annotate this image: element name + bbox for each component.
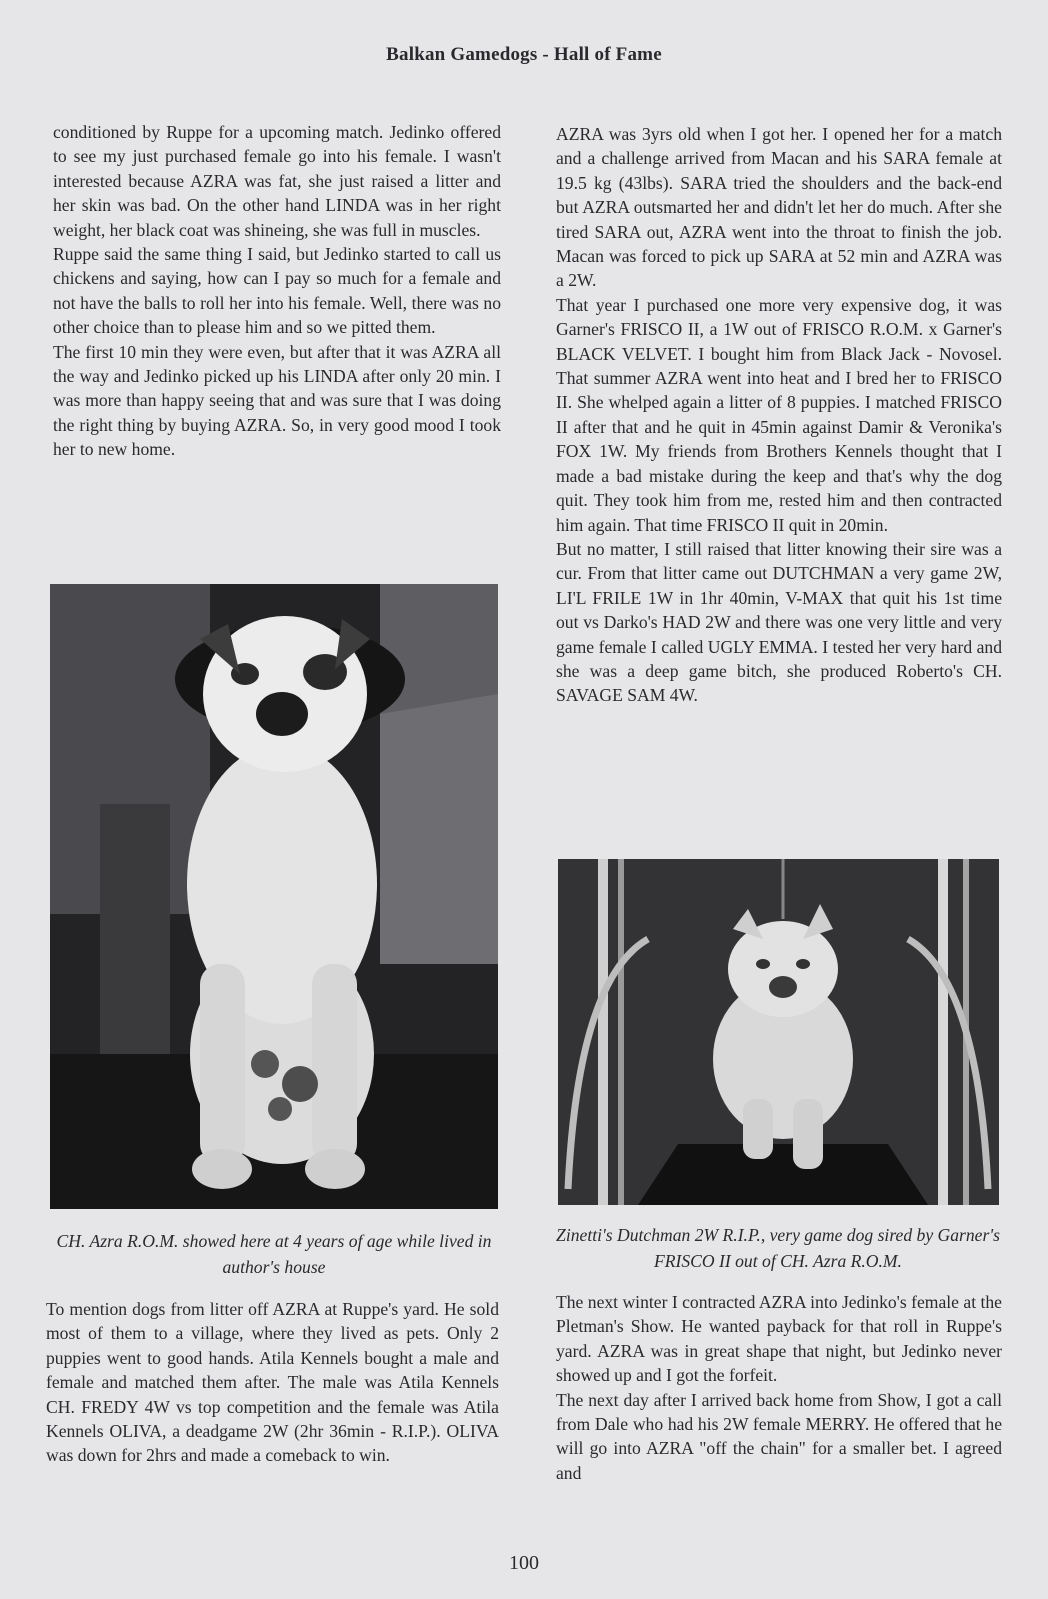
right-column-bottom [556, 1290, 1002, 1485]
photo-caption-azra: CH. Azra R.O.M. showed here at 4 years of age while lived in author's house [56, 1231, 492, 1277]
photo-azra [50, 584, 498, 1209]
paragraph: The next winter I contracted AZRA into Jedinko's female at the Pletman's Show. He wanted payback for that roll in Ruppe's yard. AZRA was in great shape that night, but Jedinko never showed up and I got the forfeit. [556, 1292, 1002, 1386]
paragraph: That year I purchased one more very expensive dog, it was Garner's FRISCO II, a 1W out of FRISCO R.O.M. x Garner's BLACK VELVET. I bought him from Black Jack - Novosel. That summer AZRA went into heat and I bred her to FRISCO II. She whelped again a litter of 8 puppies. I matched FRISCO II after that and he quit in 45min against Damir & Veronika's FOX 1W. My friends from Brothers Kennels thought that I made a bad mistake during the keep and that's why the dog quit. They took him from me, rested him and then contracted him again. That time FRISCO II quit in 20min. [556, 294, 1002, 535]
photo-dutchman [558, 859, 999, 1205]
paragraph: conditioned by Ruppe for a upcoming match. Jedinko offered to see my just purchased female go into his female. I wasn't interested because AZRA was fat, she just raised a litter and her skin was bad. On the other hand LINDA was in her right weight, her black coat was shineing, she was full in muscles. [53, 122, 501, 240]
paragraph: But no matter, I still raised that litter knowing their sire was a cur. From that litter came out DUTCHMAN a very game 2W, LI'L FRILE 1W in 1hr 40min, V-MAX that quit his 1st time out vs Darko's HAD 2W and there was one very little and very game female I called UGLY EMMA. I tested her very hard and she was a deep game bitch, she produced Roberto's CH. SAVAGE SAM 4W. [556, 538, 1002, 706]
page-number: 100 [509, 1552, 539, 1574]
dog-photo-illustration [50, 584, 498, 1209]
left-column-top [53, 120, 501, 462]
dog-on-treadmill-illustration [558, 859, 999, 1205]
photo-caption-dutchman: Zinetti's Dutchman 2W R.I.P., very game dog sired by Garner's FRISCO II out of CH. Azra R.O.M. [556, 1225, 1000, 1271]
paragraph: AZRA was 3yrs old when I got her. I opened her for a match and a challenge arrived from Macan and his SARA female at 19.5 kg (43lbs). SARA tried the shoulders and the back-end but AZRA outsmarted her and didn't let her do much. After she tired SARA out, AZRA went into the throat to finish the job. Macan was forced to pick up SARA at 52 min and AZRA was a 2W. [556, 124, 1002, 291]
running-header: Balkan Gamedogs - Hall of Fame [386, 44, 662, 65]
paragraph: Ruppe said the same thing I said, but Jedinko started to call us chickens and saying, how can I pay so much for a female and not have the balls to roll her into his female. Well, there was no other choice than to please him and so we pitted them. [53, 244, 501, 338]
paragraph: The next day after I arrived back home from Show, I got a call from Dale who had his 2W female MERRY. He offered that he will go into AZRA "off the chain" for a smaller bet. I agreed and [556, 1389, 1002, 1483]
right-column-top [556, 122, 1002, 708]
paragraph: To mention dogs from litter off AZRA at Ruppe's yard. He sold most of them to a village, where they lived as pets. Only 2 puppies went to good hands. Atila Kennels bought a male and female and matched them after. The male was Atila Kennels CH. FREDY 4W vs top competition and the female was Atila Kennels OLIVA, a deadgame 2W (2hr 36min - R.I.P.). OLIVA was down for 2hrs and made a comeback to win. [46, 1299, 499, 1466]
paragraph: The first 10 min they were even, but after that it was AZRA all the way and Jedinko picked up his LINDA after only 20 min. I was more than happy seeing that and was sure that I was doing the right thing by buying AZRA. So, in very good mood I took her to new home. [53, 341, 501, 460]
left-column-bottom [46, 1297, 499, 1468]
